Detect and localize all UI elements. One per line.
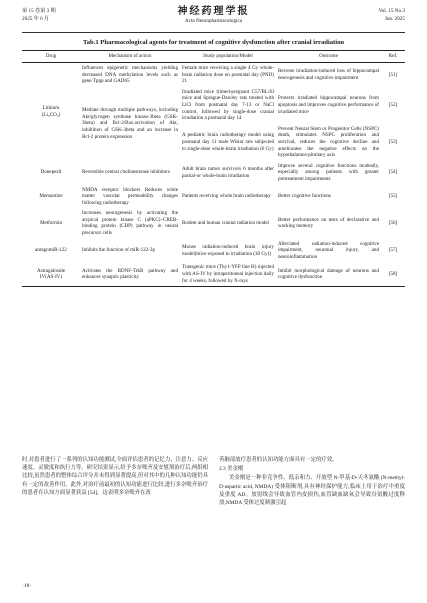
table-cell-ref: [56]	[388, 220, 398, 227]
column-header: Ref.	[381, 51, 405, 63]
table-cell-drug: antagomiR-122	[35, 247, 67, 254]
table-cell-ref: [58]	[381, 262, 405, 286]
drug-table	[22, 50, 405, 287]
journal-title-en: Acta Neuropharmacologica	[184, 18, 243, 24]
table-cell-ref: [52]	[388, 101, 398, 108]
journal-title	[22, 6, 405, 25]
table-cell-population: Patients receiving whole brain radiotherapy	[182, 193, 271, 200]
table-cell-mechanism: Mediate through multiple pathways, including Akt/glycogen synthase kinase-3beta (GSK-3beta) and Bcl-2/Bax.activation of Akt, inhibition of GSK-3beta and an increase in Bcl-2 protein expression	[82, 107, 178, 140]
table-row	[22, 208, 405, 238]
journal-title-cn: 神经药理学报	[177, 6, 250, 17]
column-header: Outcome	[276, 51, 381, 63]
table-cell-outcome: Reverse irradiation-induced loss of hippocampal neurogenesis and cognitive impairment	[278, 68, 379, 81]
table-row	[22, 161, 405, 185]
table-cell-ref: [51]	[388, 71, 398, 78]
table-cell-outcome: Alleviated radiation-induced cognitive impairment, neuronal injury, and neuroinflammation	[278, 240, 379, 260]
table-row	[22, 262, 405, 286]
table-body	[22, 63, 405, 287]
table-caption: Tab.1 Pharmacological agents for treatment of cognitive dysfunction after cranial irradiation	[82, 39, 345, 46]
table-cell-drug: Lithium (Li₂CO₃)	[41, 105, 61, 118]
table-cell-drug: Metformin	[39, 220, 63, 227]
paragraph-continuation: 善脑部放疗患者的认知功能方面具有一定的疗效。	[219, 457, 338, 463]
table-cell-population: A pediatric brain radiotherapy model using postnatal day 11 male Wistar rats subjected to single-dose whole-brain irradiation (6 Gy)	[182, 132, 274, 152]
table-header	[22, 51, 405, 63]
table-cell-mechanism: Reversible central cholinesterase inhibitors	[82, 169, 170, 176]
table-cell-ref: [53]	[388, 138, 398, 145]
table-cell-population: Rodent and human cranial radiation model	[182, 220, 269, 227]
table-cell-mechanism: Influences epigenetic mechanisms yielding decreased DNA methylation levels such as gene Tppp and GAD65	[82, 65, 178, 85]
issue-date-en: Jun. 2025	[384, 16, 405, 22]
issue-info-en	[379, 7, 405, 23]
table-cell-ref: [54]	[388, 169, 398, 176]
table-cell-population: Transgenic mice (Thy1-YFP line H) injected with AS-IV by intraperitoneal injection daily for 4 weeks, followed by X-rays	[180, 262, 276, 286]
column-header: Study population/Model	[180, 51, 276, 63]
table-row	[22, 63, 405, 87]
table-cell-ref: [57]	[388, 247, 398, 254]
section-heading: 2.3 美金刚	[219, 466, 244, 473]
table-cell-mechanism: NMDA receptor blockers Reduces white matter vascular permeability changes following radiotherapy	[82, 186, 178, 206]
page-number: ·18·	[22, 583, 32, 589]
table-cell-outcome: Improve several cognitive functions modestly, especially among patients with greater pretreatment impairments	[278, 162, 379, 182]
table-cell-drug: Astragaloside IV(AS-IV)	[22, 262, 80, 286]
table-cell-mechanism: Increases neurogenesis by activating the atypical protein kinase C (aPKC)–CREB-binding protein (CBP) pathway in neural precursor cells	[82, 210, 178, 237]
table-cell-outcome: Protects irradiated hippocampal neurons from apoptosis and improves cognitive performance of irradiated mice	[278, 95, 379, 115]
table-cell-population: Mouse radiation-induced brain injury model(mice exposed to irradiation (30 Gy))	[182, 243, 274, 257]
table-cell-outcome: Better cognitive functions	[278, 193, 331, 200]
column-header: Mechanism of action	[80, 51, 180, 63]
table-cell-outcome: Better performance on tests of declarative and working memory	[278, 216, 379, 230]
column-header: Drug	[22, 51, 80, 63]
table-cell-drug: Donepezil	[40, 169, 62, 176]
table-cell-outcome: Inhibit morphological damage of neurons and cognitive dysfunction	[276, 262, 381, 286]
volume-issue: 第 15 卷第 3 期	[22, 8, 56, 14]
table-cell-ref: [55]	[388, 193, 398, 200]
table-cell-drug: Memantine	[39, 193, 63, 200]
table-cell-mechanism: Activates the BDNF-TrkB pathway and enhances synaptic plasticity	[80, 262, 180, 286]
body-right-column	[219, 456, 405, 507]
table-cell-population: Irradiated mice (timed-pregnant C57/BL/6J mice and Sprague-Dawley rats treated with LiCl from postnatal day 7-13 or NaCl control, followed by single-dose cranial irradiation a postnatal day 14	[182, 88, 274, 122]
issue-date: 2025 年 6 月	[22, 16, 50, 22]
table-cell-population: Female mice receiving a single 4 Gy whole-brain radiation dose on postnatal day (PND) 21	[182, 65, 274, 85]
table-cell-population: Adult brain tumor survivors 6 months after partial-or whole-brain irradiation	[182, 166, 274, 179]
running-header	[22, 7, 405, 33]
volume-issue-en: Vol. 15 No.3	[378, 8, 405, 14]
table-cell-outcome: Prevent Neural Stem or Progenitor Cells (NSPC) death, stimulates NSPC proliferation and survival, reduces the cognitive decline and ameliorates the negative effects on the hypothalamus-pituitary axis	[278, 125, 379, 159]
table-row	[22, 239, 405, 263]
body-left-column: 时,对患者进行了一系列的认知功能测试,全面评估患者的记忆力、注意力、反应速度、灵敏度和执行力等。研究结果显示,给予多奈哌齐及安慰剂治疗后,两组相比较,虽然患者的整体综合评分并未得到显著提高,但对其中的几种认知功能仍具有一定的改善作用。此外,对治疗前最初的认知功能进行比较,进行多奈哌齐治疗的患者在认知方面显著获益 [54]。这表明多奈哌齐在改	[22, 457, 208, 496]
table-row	[22, 87, 405, 124]
table-row	[22, 185, 405, 209]
table-cell-mechanism: Inhibits the function of miR-122-3p	[82, 247, 156, 254]
paragraph: 美金刚是一种非竞争性、低亲和力、开放型 N-甲基-D-天冬氨酸 (N-methyl-D-aspartic acid, NMDA) 受体阻断剂,具有神经保护能力,临床上用于治疗中重度及重度 AD。放射线会导致血管内皮损伤,血管缺血缺氧会导致谷氨酸过度释放,NMDA 受体过度刺激引起	[219, 475, 405, 507]
header-rule	[22, 32, 405, 33]
